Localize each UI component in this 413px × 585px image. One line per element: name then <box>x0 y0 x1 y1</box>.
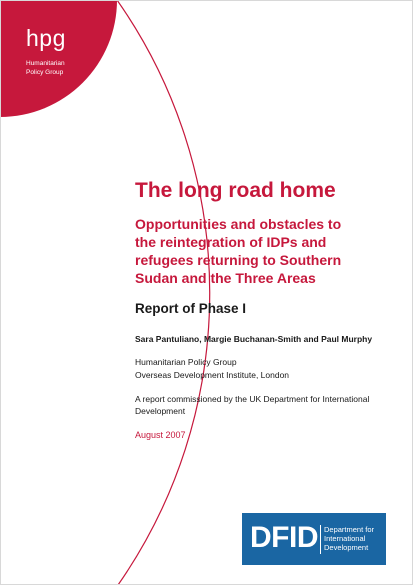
report-phase: Report of Phase I <box>135 301 247 316</box>
authors: Sara Pantuliano, Margie Buchanan-Smith and Paul Murphy <box>135 334 373 344</box>
dfid-logo-divider <box>320 525 321 554</box>
subtitle-line-3: refugees returning to Southern <box>135 252 342 268</box>
subtitle-line-2: the reintegration of IDPs and <box>135 234 327 250</box>
dfid-logo-line-1: Department for <box>324 525 375 534</box>
red-quarter-circle <box>0 0 117 117</box>
decorative-arc <box>117 0 210 585</box>
commission-line-1: A report commissioned by the UK Department for International <box>135 394 370 404</box>
hpg-logo-line-1: Humanitarian <box>26 60 65 67</box>
dfid-logo-line-2: International <box>324 534 366 543</box>
dfid-logo-line-3: Development <box>324 543 369 552</box>
commission-line-2: Development <box>135 406 186 416</box>
publication-date: August 2007 <box>135 430 186 440</box>
organisation-line-2: Overseas Development Institute, London <box>135 370 290 380</box>
subtitle-line-1: Opportunities and obstacles to <box>135 216 342 232</box>
hpg-logo-line-2: Policy Group <box>26 69 64 76</box>
subtitle-line-4: Sudan and the Three Areas <box>135 270 316 286</box>
dfid-logo-mark: DFID <box>250 521 318 554</box>
organisation-line-1: Humanitarian Policy Group <box>135 357 237 367</box>
hpg-logo-mark: hpg <box>26 25 66 51</box>
dfid-logo <box>242 513 386 565</box>
report-title: The long road home <box>135 179 336 202</box>
